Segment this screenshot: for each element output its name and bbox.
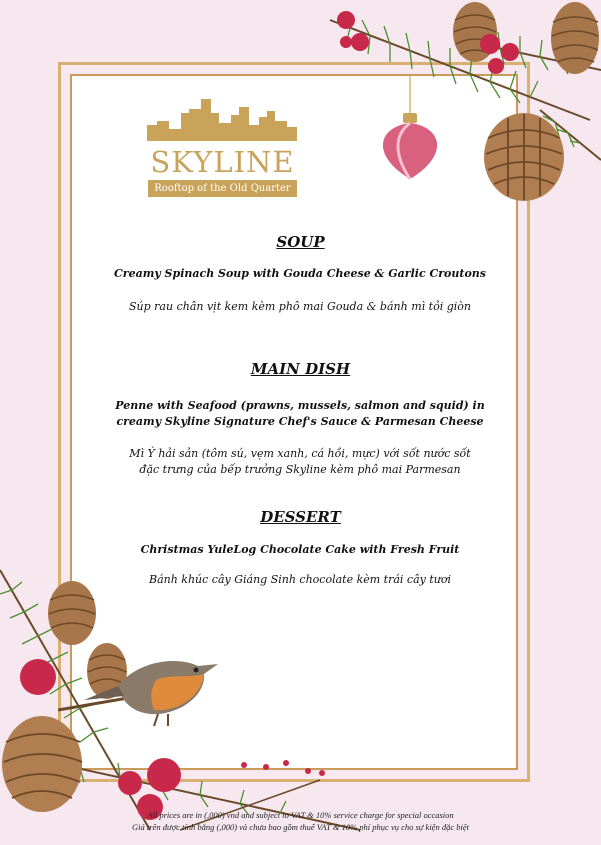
soup-heading: SOUP: [276, 233, 325, 251]
logo-name: SKYLINE: [150, 145, 295, 179]
soup-vietnamese: Súp rau chân vịt kem kèm phô mai Gouda & bánh mì tỏi giòn: [129, 300, 471, 313]
city-skyline-icon: [147, 95, 297, 141]
footer-note-vietnamese: Giá trên được tính bằng (,000) và chưa bao gồm thuế VAT & 10% phí phục vụ cho sự kiện đặc biệt: [132, 822, 469, 832]
dessert-vietnamese: Bánh khúc cây Giáng Sinh chocolate kèm trái cây tươi: [148, 573, 452, 586]
main-dish-vietnamese-line-1: Mì Ý hải sản (tôm sú, vẹm xanh, cá hồi, mực) với sốt nước sốt: [129, 447, 471, 460]
main-dish-english-line-1: Penne with Seafood (prawns, mussels, salmon and squid) in: [115, 399, 485, 412]
main-dish-vietnamese-line-2: đặc trưng của bếp trưởng Skyline kèm phô mai Parmesan: [139, 463, 461, 476]
pinecone-icon: [478, 108, 570, 206]
berry-icon: [330, 8, 540, 78]
footer-note-english: All prices are in (,000) vnd and subject to VAT & 10% service charge for special occasion: [147, 810, 454, 820]
logo-tagline: Rooftop of the Old Quarter: [148, 180, 297, 197]
ornament-icon: [368, 75, 452, 187]
skyline-logo: [140, 95, 305, 205]
dessert-heading: DESSERT: [260, 508, 341, 526]
soup-english: Creamy Spinach Soup with Gouda Cheese & Garlic Croutons: [114, 267, 486, 280]
main-dish-heading: MAIN DISH: [250, 360, 351, 378]
pinecone-icon: [540, 0, 601, 80]
dessert-english: Christmas YuleLog Chocolate Cake with Fresh Fruit: [140, 543, 460, 556]
pinecone-icon: [42, 578, 102, 648]
main-dish-english-line-2: creamy Skyline Signature Chef's Sauce & Parmesan Cheese: [116, 415, 484, 428]
